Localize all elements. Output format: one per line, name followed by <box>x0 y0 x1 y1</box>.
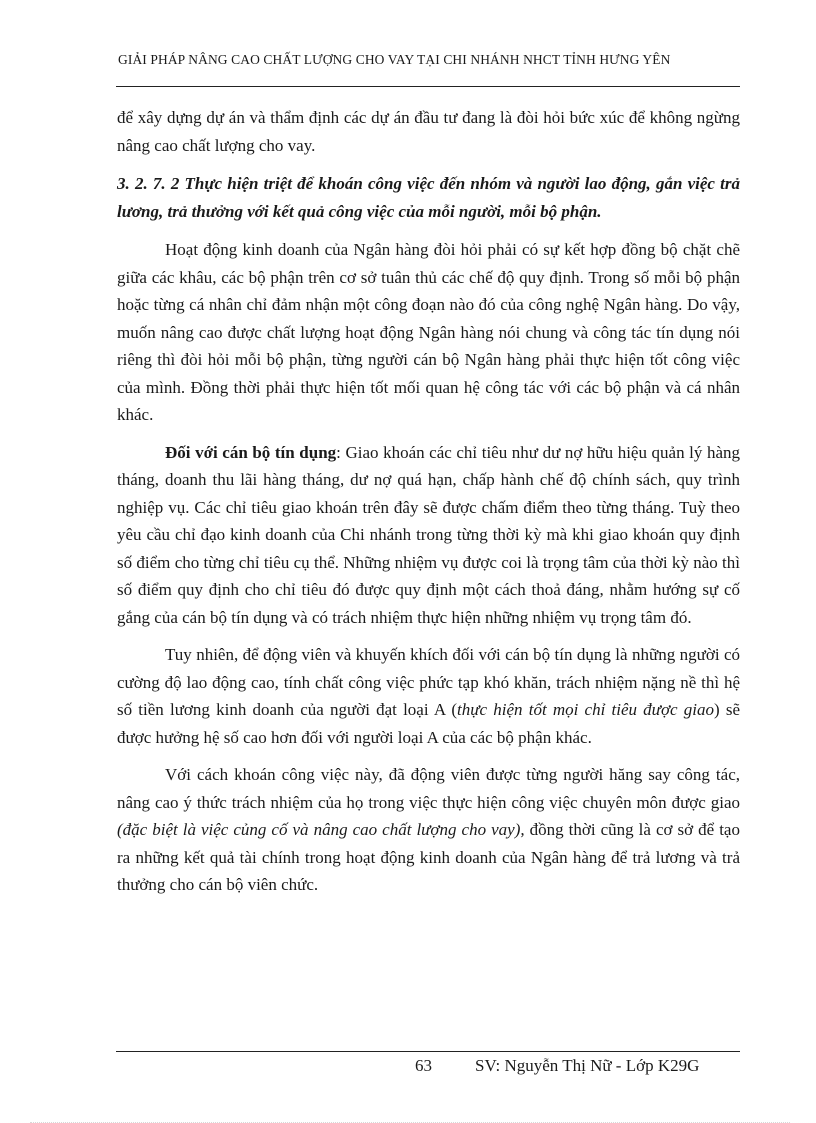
page-number: 63 <box>415 1056 432 1075</box>
footer-divider <box>116 1051 740 1052</box>
paragraph-4-italic: (đặc biệt là việc củng cố và nâng cao chất lượng cho vay), <box>117 820 525 839</box>
paragraph-2-lead: Đối với cán bộ tín dụng <box>165 442 337 462</box>
paragraph-4 <box>117 761 740 899</box>
header-divider <box>116 86 740 87</box>
paragraph-2-text: : Giao khoán các chỉ tiêu như dư nợ hữu hiệu quản lý hàng tháng, doanh thu lãi hàng tháng, dư nợ quá hạn, chấp hành chế độ chính sách, quy trình nghiệp vụ. Các chỉ tiêu giao khoán trên đây sẽ được chấm điểm theo từng tháng. Tuỳ theo yêu cầu chỉ đạo kinh doanh của Chi nhánh trong từng thời kỳ mà khi giao khoán quy định số điểm cho từng chỉ tiêu cụ thể. Những nhiệm vụ được coi là trọng tâm của thời kỳ nào thì số điểm quy định cho chỉ tiêu đó được quy định một cách thoả đáng, nhằm hướng sự cố gắng của cán bộ tín dụng và có trách nhiệm thực hiện những nhiệm vụ trọng tâm đó. <box>117 442 740 627</box>
paragraph-3-text-a: Tuy nhiên, để động viên và khuyến khích đối với cán bộ tín dụng là những người có cường độ lao động cao, tính chất công việc phức tạp khó khăn, trách nhiệm nặng nề thì hệ số tiền lương kinh doanh của người đạt loại A ( <box>117 645 740 719</box>
paragraph-4-text-b: đồng thời cũng là cơ sở để tạo ra những kết quả tài chính trong hoạt động kinh doanh của Ngân hàng để trả lương và trả thưởng cho cán bộ viên chức. <box>117 820 740 894</box>
footer-author: SV: Nguyễn Thị Nữ - Lớp K29G <box>475 1056 700 1075</box>
page-header <box>118 52 740 67</box>
document-body <box>117 104 740 909</box>
header-title: GIẢI PHÁP NÂNG CAO CHẤT LƯỢNG CHO VAY TẠI CHI NHÁNH NHCT TỈNH HƯNG YÊN <box>118 52 671 67</box>
paragraph-4-text-a: Với cách khoán công việc này, đã động viên được từng người hăng say công tác, nâng cao ý thức trách nhiệm của họ trong việc thực hiện công việc chuyên môn được giao <box>117 765 740 812</box>
paragraph-3-italic: thực hiện tốt mọi chỉ tiêu được giao <box>457 700 714 719</box>
section-heading: 3. 2. 7. 2 Thực hiện triệt để khoán công việc đến nhóm và người lao động, gắn việc trả lương, trả thưởng với kết quả công việc của mỗi người, mỗi bộ phận. <box>117 174 740 221</box>
paragraph-1: Hoạt động kinh doanh của Ngân hàng đòi hỏi phải có sự kết hợp đồng bộ chặt chẽ giữa các khâu, các bộ phận trên cơ sở tuân thủ các chế độ quy định. Trong số mỗi bộ phận hoặc từng cá nhân chỉ đảm nhận một công đoạn nào đó của công nghệ Ngân hàng. Do vậy, muốn nâng cao được chất lượng hoạt động Ngân hàng nói chung và công tác tín dụng nói riêng thì đòi hỏi mỗi bộ phận, từng người cán bộ Ngân hàng phải thực hiện tốt công việc của mình. Đồng thời phải thực hiện tốt mối quan hệ công tác với các bộ phận và cá nhân khác. <box>117 240 740 424</box>
paragraph-2 <box>117 439 740 632</box>
paragraph-3 <box>117 641 740 751</box>
paragraph-3-text-b: ) sẽ được hưởng hệ số cao hơn đối với người loại A của các bộ phận khác. <box>117 700 740 747</box>
continuation-paragraph: để xây dựng dự án và thẩm định các dự án đầu tư đang là đòi hỏi bức xúc để không ngừng nâng cao chất lượng cho vay. <box>117 108 740 155</box>
